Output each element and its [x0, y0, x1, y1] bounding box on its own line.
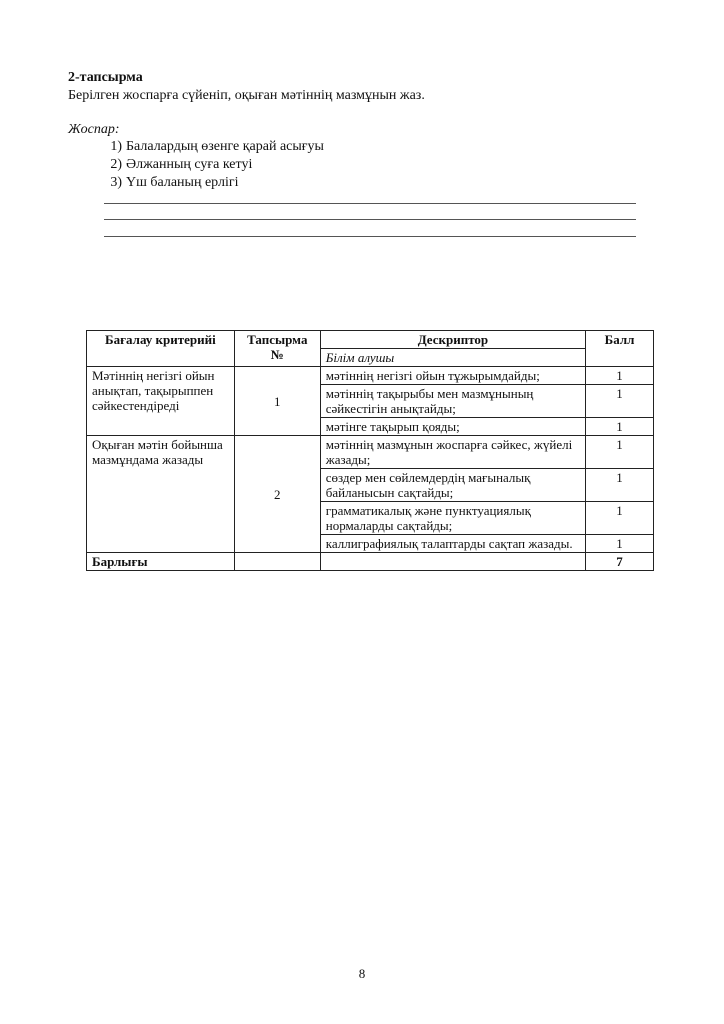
plan-item: 1) Балалардың өзенге қарай асығуы	[110, 139, 324, 154]
plan-label: Жоспар:	[68, 122, 120, 137]
header-task: Тапсырма №	[234, 331, 320, 367]
plan-item: 3) Үш баланың ерлігі	[110, 175, 239, 190]
total-label: Барлығы	[87, 553, 235, 571]
total-score: 7	[586, 553, 654, 571]
table-row	[87, 367, 654, 385]
score-cell: 1	[586, 436, 654, 469]
descriptor-cell: мәтіннің негізгі ойын тұжырымдайды;	[320, 367, 585, 385]
criterion-cell: Мәтіннің негізгі ойын анықтап, тақырыппен сәйкестендіреді	[87, 367, 235, 436]
score-cell: 1	[586, 418, 654, 436]
task-number-cell: 1	[234, 367, 320, 436]
descriptor-cell: мәтінге тақырып қояды;	[320, 418, 585, 436]
descriptor-cell: сөздер мен сөйлемдердің мағыналық байланысын сақтайды;	[320, 469, 585, 502]
table-row	[87, 436, 654, 469]
task-title: 2-тапсырма	[68, 70, 143, 85]
task-number-cell: 2	[234, 436, 320, 553]
criterion-cell: Оқыған мәтін бойынша мазмұндама жазады	[87, 436, 235, 553]
header-criterion: Бағалау критерийі	[87, 331, 235, 367]
empty-cell	[320, 553, 585, 571]
header-descriptor: Дескриптор	[320, 331, 585, 349]
task-instruction: Берілген жоспарға сүйеніп, оқыған мәтіннің мазмұнын жаз.	[68, 88, 425, 103]
descriptor-cell: мәтіннің мазмұнын жоспарға сәйкес, жүйелі жазады;	[320, 436, 585, 469]
plan-item: 2) Әлжанның суға кетуі	[110, 157, 253, 172]
total-row	[87, 553, 654, 571]
score-cell: 1	[586, 469, 654, 502]
descriptor-cell: мәтіннің тақырыбы мен мазмұнының сәйкестігін анықтайды;	[320, 385, 585, 418]
plan-list	[104, 138, 324, 192]
assessment-table	[86, 330, 654, 571]
header-score: Балл	[586, 331, 654, 367]
score-cell: 1	[586, 535, 654, 553]
score-cell: 1	[586, 502, 654, 535]
answer-line	[104, 203, 636, 204]
score-cell: 1	[586, 367, 654, 385]
descriptor-cell: каллиграфиялық талаптарды сақтап жазады.	[320, 535, 585, 553]
score-cell: 1	[586, 385, 654, 418]
empty-cell	[234, 553, 320, 571]
header-student: Білім алушы	[320, 349, 585, 367]
descriptor-cell: грамматикалық және пунктуациялық нормаларды сақтайды;	[320, 502, 585, 535]
answer-line	[104, 236, 636, 237]
answer-line	[104, 219, 636, 220]
page-number: 8	[358, 966, 366, 981]
